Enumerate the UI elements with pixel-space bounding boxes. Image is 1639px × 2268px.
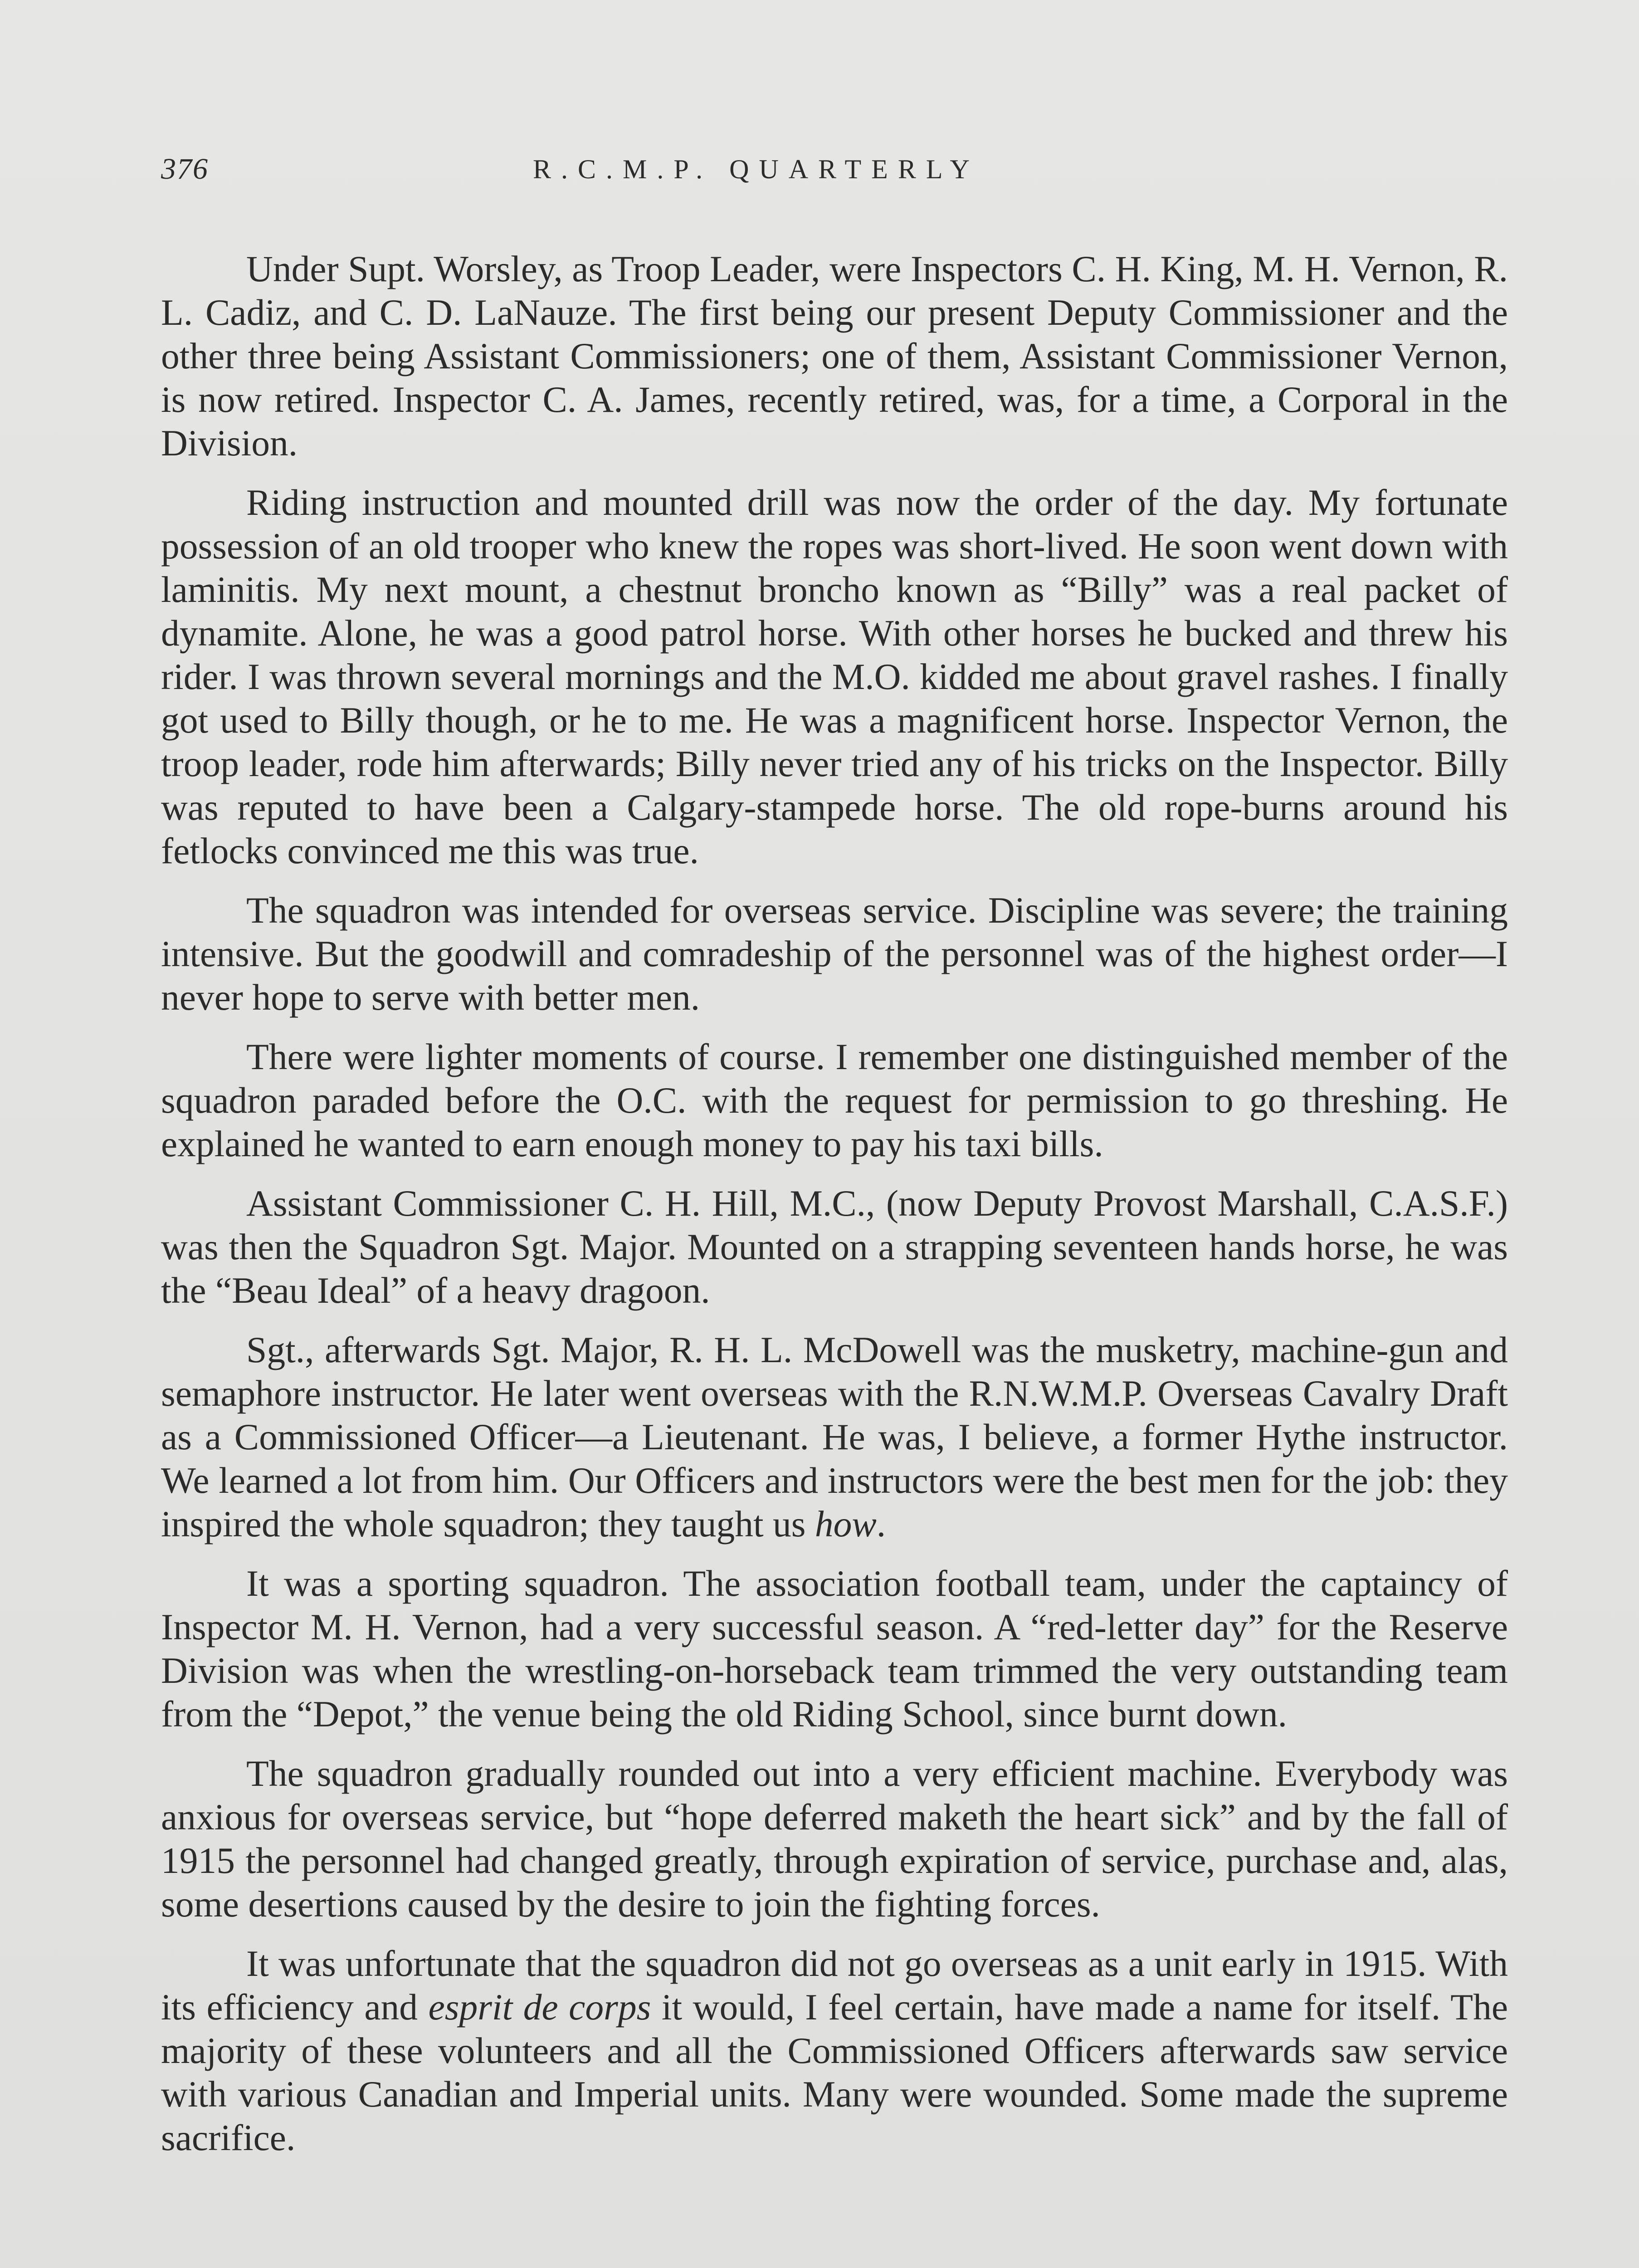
paragraph-text: It was unfortunate that the squadron did not go overseas as a unit early in 1915. With its efficiency and — [161, 1943, 1508, 2028]
journal-title: R.C.M.P. QUARTERLY — [533, 154, 980, 184]
paragraph-7 — [161, 1562, 1508, 1736]
paragraph-2 — [161, 481, 1508, 873]
paragraph-1 — [161, 247, 1508, 465]
italic-emphasis: esprit de corps — [428, 1986, 651, 2028]
paragraph-3 — [161, 889, 1508, 1019]
paragraph-text: The squadron was intended for overseas service. Discipline was severe; the training intensive. But the goodwill and comradeship of the personnel was of the highest order—I never hope to serve with better men. — [161, 890, 1508, 1018]
running-head — [161, 152, 1508, 193]
paragraph-text: The squadron gradually rounded out into a very efficient machine. Everybody was anxious for overseas service, but “hope deferred maketh the heart sick” and by the fall of 1915 the personnel had changed greatly, through expiration of service, purchase and, alas, some desertions caused by the desire to join the fighting forces. — [161, 1753, 1508, 1925]
paragraph-text: There were lighter moments of course. I remember one distinguished member of the squadron paraded before the O.C. with the request for permission to go threshing. He explained he wanted to earn enough money to pay his taxi bills. — [161, 1036, 1508, 1164]
paragraph-text-end: . — [876, 1503, 886, 1545]
article-body — [161, 247, 1508, 2175]
paragraph-5 — [161, 1182, 1508, 1312]
paragraph-4 — [161, 1035, 1508, 1166]
paragraph-9 — [161, 1942, 1508, 2160]
paragraph-text-end: it would, I feel certain, have made a name for itself. The majority of these volunteers and all the Commissioned Officers afterwards saw service with various Canadian and Imperial units. Many were wounded. Some made the supreme sacrifice. — [161, 1986, 1508, 2158]
page-number: 376 — [161, 152, 209, 186]
paragraph-text: Under Supt. Worsley, as Troop Leader, were Inspectors C. H. King, M. H. Vernon, R. L. Cadiz, and C. D. LaNauze. The first being our present Deputy Commissioner and the other three being Assistant Commissioners; one of them, Assistant Commissioner Vernon, is now retired. Inspector C. A. James, recently retired, was, for a time, a Corporal in the Division. — [161, 248, 1508, 464]
paragraph-text: Riding instruction and mounted drill was now the order of the day. My fortunate possession of an old trooper who knew the ropes was short-lived. He soon went down with laminitis. My next mount, a chestnut broncho known as “Billy” was a real packet of dynamite. Alone, he was a good patrol horse. With other horses he bucked and threw his rider. I was thrown several mornings and the M.O. kidded me about gravel rashes. I finally got used to Billy though, or he to me. He was a magnificent horse. Inspector Vernon, the troop leader, rode him afterwards; Billy never tried any of his tricks on the Inspector. Billy was reputed to have been a Calgary-stampede horse. The old rope-burns around his fetlocks convinced me this was true. — [161, 482, 1508, 871]
paragraph-8 — [161, 1752, 1508, 1926]
paragraph-6 — [161, 1328, 1508, 1546]
italic-emphasis: how — [815, 1503, 877, 1545]
paragraph-text: It was a sporting squadron. The association football team, under the captaincy of Inspector M. H. Vernon, had a very successful season. A “red-letter day” for the Reserve Division was when the wrestling-on-horseback team trimmed the very outstanding team from the “Depot,” the venue being the old Riding School, since burnt down. — [161, 1563, 1508, 1735]
paragraph-text: Assistant Commissioner C. H. Hill, M.C., (now Deputy Provost Marshall, C.A.S.F.) was then the Squadron Sgt. Major. Mounted on a strapping seventeen hands horse, he was the “Beau Ideal” of a heavy dragoon. — [161, 1183, 1508, 1311]
paragraph-text: Sgt., afterwards Sgt. Major, R. H. L. McDowell was the musketry, machine-gun and semaphore instructor. He later went overseas with the R.N.W.M.P. Overseas Cavalry Draft as a Commissioned Officer—a Lieutenant. He was, I believe, a former Hythe instructor. We learned a lot from him. Our Officers and instructors were the best men for the job: they inspired the whole squadron; they taught us — [161, 1329, 1508, 1545]
